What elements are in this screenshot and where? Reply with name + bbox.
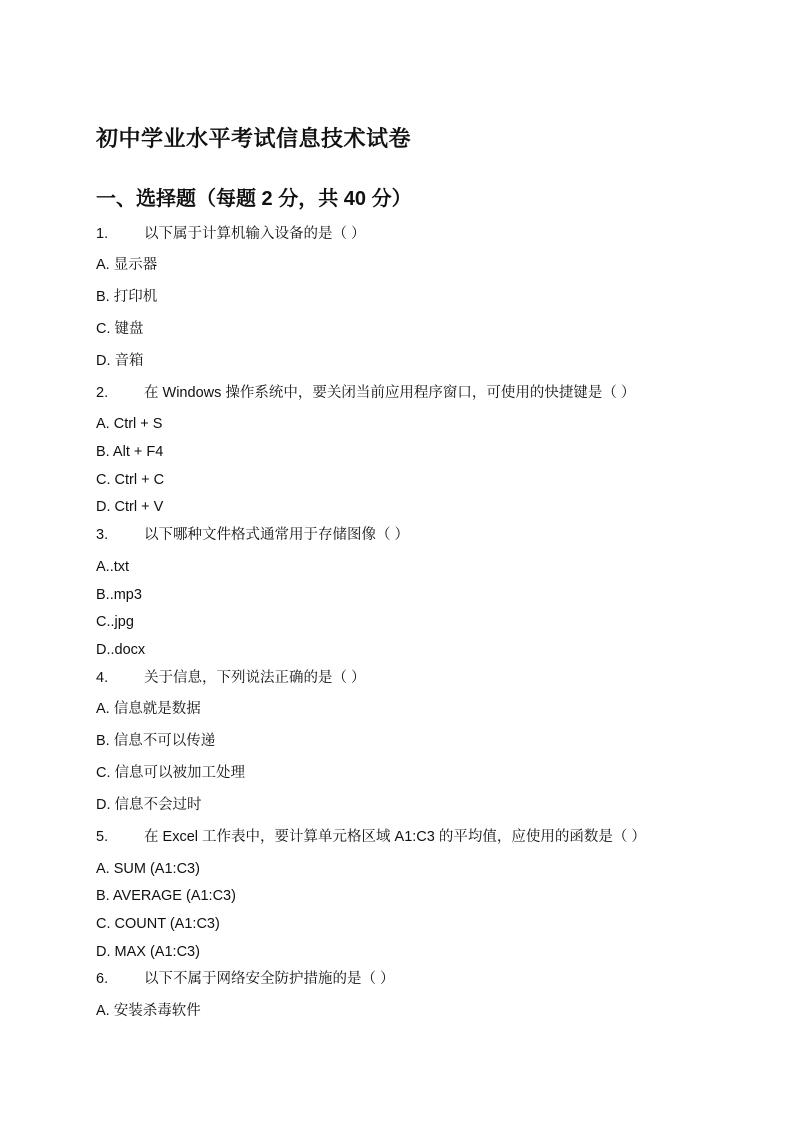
question-4 bbox=[96, 669, 366, 687]
question-1 bbox=[96, 225, 366, 243]
option: D. 音箱 bbox=[96, 353, 144, 369]
option: A. SUM (A1:C3) bbox=[96, 861, 200, 877]
option: D..docx bbox=[96, 642, 146, 658]
option: B. 信息不可以传递 bbox=[96, 733, 216, 749]
option: D. Ctrl + V bbox=[96, 499, 164, 515]
question-2 bbox=[96, 384, 635, 402]
option: C. 信息可以被加工处理 bbox=[96, 765, 246, 781]
question-5 bbox=[96, 828, 646, 846]
question-6 bbox=[96, 970, 395, 988]
option: B. Alt + F4 bbox=[96, 444, 164, 460]
option: A. 显示器 bbox=[96, 257, 158, 273]
question-number: 6. bbox=[96, 971, 109, 987]
question-3 bbox=[96, 526, 409, 544]
question-number: 1. bbox=[96, 226, 109, 242]
option: A. Ctrl + S bbox=[96, 416, 163, 432]
section-heading: 一、选择题（每题 2 分，共 40 分） bbox=[96, 188, 412, 210]
option: B. AVERAGE (A1:C3) bbox=[96, 888, 236, 904]
option: C. 键盘 bbox=[96, 321, 144, 337]
option: A. 安装杀毒软件 bbox=[96, 1003, 201, 1019]
option: A..txt bbox=[96, 559, 130, 575]
question-number: 5. bbox=[96, 829, 109, 845]
question-stem: 以下不属于网络安全防护措施的是（ ） bbox=[144, 971, 395, 987]
option: B..mp3 bbox=[96, 587, 142, 603]
option: D. 信息不会过时 bbox=[96, 797, 202, 813]
question-stem: 以下哪种文件格式通常用于存储图像（ ） bbox=[144, 527, 410, 543]
question-stem: 关于信息，下列说法正确的是（ ） bbox=[144, 670, 366, 686]
option: A. 信息就是数据 bbox=[96, 701, 201, 717]
option: D. MAX (A1:C3) bbox=[96, 944, 200, 960]
option: C. Ctrl + C bbox=[96, 472, 165, 488]
option: C..jpg bbox=[96, 614, 134, 630]
option: B. 打印机 bbox=[96, 289, 158, 305]
document-title: 初中学业水平考试信息技术试卷 bbox=[96, 126, 412, 151]
question-stem: 在 Excel 工作表中，要计算单元格区域 A1:C3 的平均值，应使用的函数是（ ） bbox=[144, 829, 646, 845]
question-number: 3. bbox=[96, 527, 109, 543]
question-number: 4. bbox=[96, 670, 109, 686]
question-stem: 在 Windows 操作系统中，要关闭当前应用程序窗口，可使用的快捷键是（ ） bbox=[144, 385, 636, 401]
option: C. COUNT (A1:C3) bbox=[96, 916, 220, 932]
question-stem: 以下属于计算机输入设备的是（ ） bbox=[144, 226, 366, 242]
question-number: 2. bbox=[96, 385, 109, 401]
